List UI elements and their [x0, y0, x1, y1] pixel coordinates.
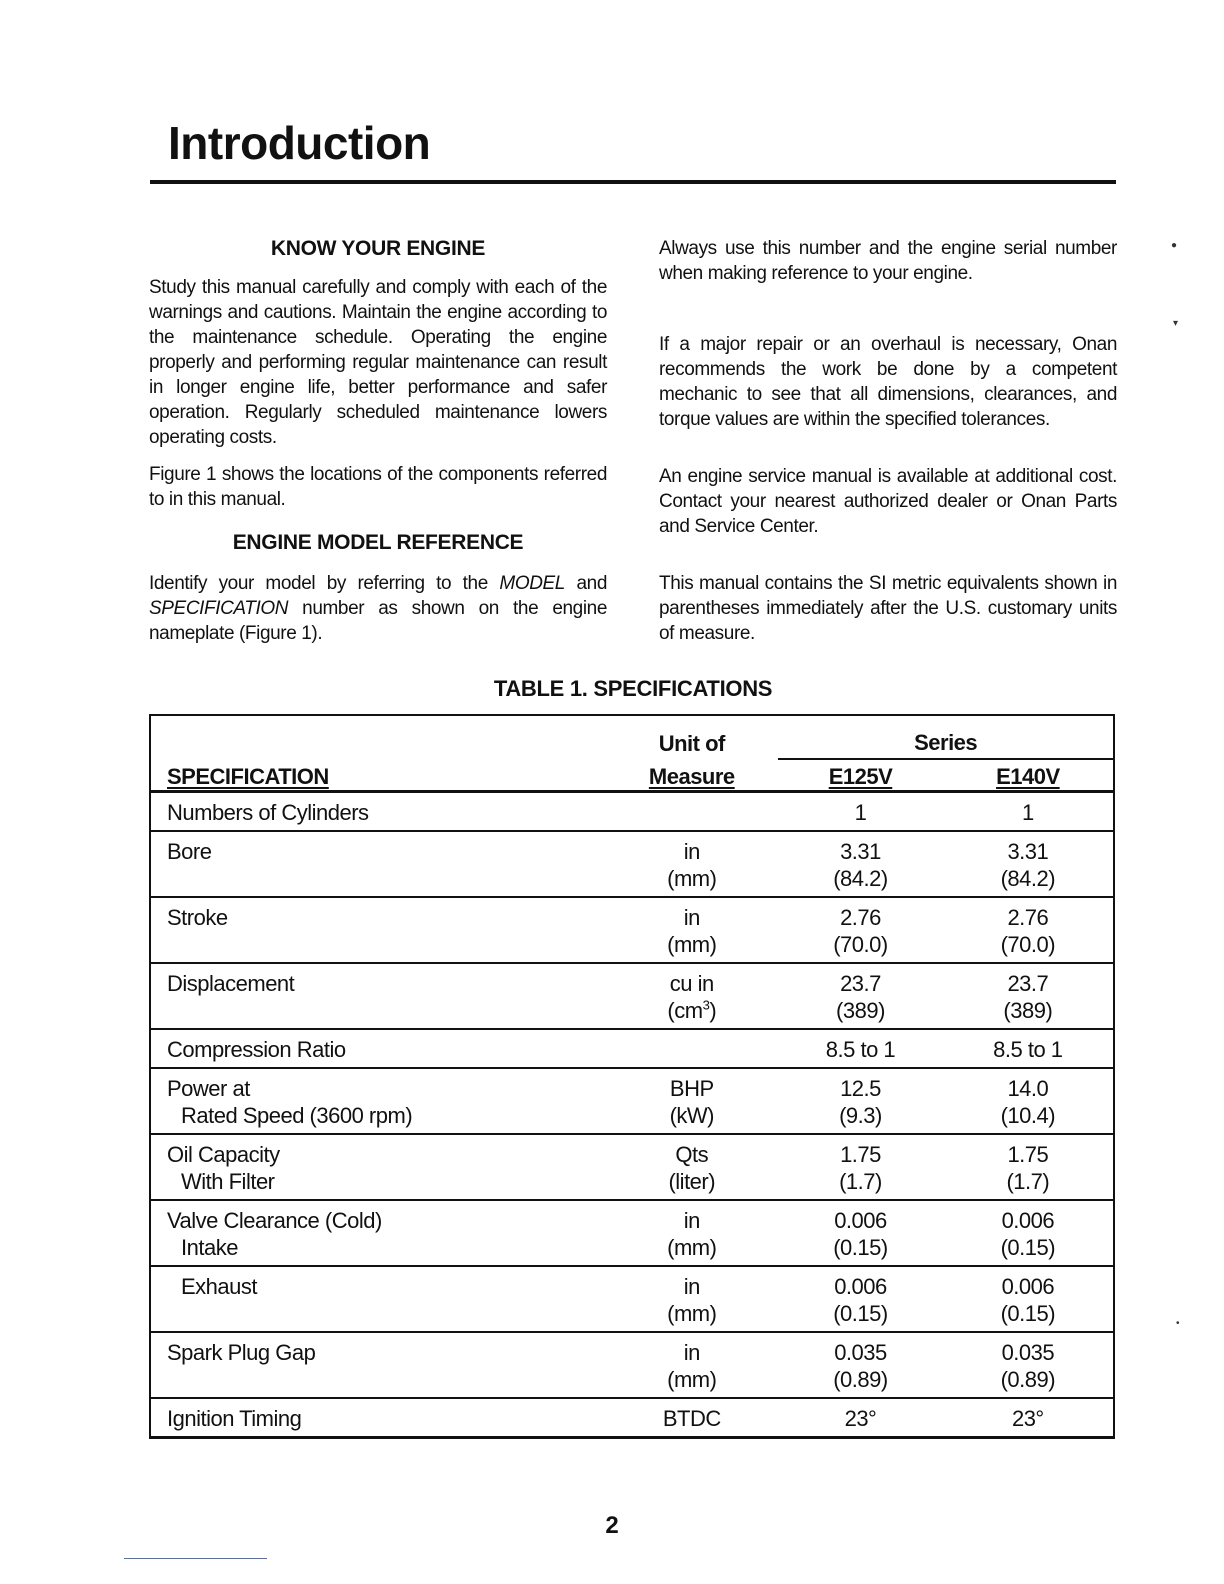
- e125v-value: 1: [854, 800, 867, 825]
- e140v-value: 14.0: [1007, 1076, 1049, 1101]
- e125v-metric: (0.89): [833, 1367, 888, 1392]
- e125v-value: 0.006: [834, 1208, 887, 1233]
- spec-label: Valve Clearance (Cold): [167, 1208, 382, 1233]
- scan-speck: ▾: [1173, 318, 1179, 329]
- identify-model-em: MODEL: [499, 573, 565, 594]
- e125v-metric: (84.2): [833, 866, 888, 891]
- identify-spec-em: SPECIFICATION: [149, 598, 289, 619]
- metric-paragraph: This manual contains the SI metric equivalents shown in parentheses immediately after the U.S. customary units of measure.: [659, 573, 1117, 644]
- spec-cell: [150, 1266, 605, 1332]
- study-paragraph: Study this manual carefully and comply with each of the warnings and cautions. Maintain the engine according to the maintenance schedule. Operating the engine properly and performing regular maintenance can result in longer engine life, better performance and safer operation. Regularly scheduled maintenance lowers operating costs.: [149, 277, 607, 448]
- e140v-value: 2.76: [1007, 905, 1049, 930]
- unit-metric: (mm): [667, 1301, 717, 1326]
- table-row: [150, 1266, 1114, 1332]
- e140v-cell: [943, 1266, 1114, 1332]
- unit-cell: [605, 1332, 778, 1398]
- scan-speck: •: [1176, 1318, 1180, 1329]
- unit-metric: (mm): [667, 1235, 717, 1260]
- spec-label: Displacement: [167, 971, 295, 996]
- title-rule: [150, 180, 1116, 184]
- spec-label: Ignition Timing: [167, 1406, 302, 1431]
- unit-metric: (mm): [667, 866, 717, 891]
- spec-label: Stroke: [167, 905, 228, 930]
- e125v-metric: (0.15): [833, 1235, 888, 1260]
- e125v-value: 8.5 to 1: [825, 1037, 896, 1062]
- spec-sublabel: With Filter: [181, 1169, 275, 1194]
- table-row: [150, 1068, 1114, 1134]
- spec-cell: [150, 1398, 605, 1438]
- e140v-cell: [943, 1332, 1114, 1398]
- unit-cell: [605, 1398, 778, 1438]
- scan-speck: ●: [1171, 240, 1178, 251]
- e125v-value: 0.035: [834, 1340, 887, 1365]
- e125v-value: 2.76: [840, 905, 881, 930]
- e140v-metric: (10.4): [1000, 1103, 1056, 1128]
- e125v-value: 23°: [844, 1406, 877, 1431]
- e140v-value: 8.5 to 1: [993, 1037, 1063, 1062]
- e125v-metric: (9.3): [839, 1103, 882, 1128]
- right-column: [659, 236, 1117, 646]
- e140v-value: 1: [1021, 800, 1034, 825]
- identify-text-3: number as shown on the engine nameplate (Figure 1).: [149, 598, 607, 644]
- e125v-cell: [778, 1068, 942, 1134]
- identify-paragraph: [149, 571, 607, 646]
- e140v-metric: (84.2): [1000, 866, 1056, 891]
- unit-text: ): [709, 998, 717, 1023]
- page-number: 2: [605, 1512, 619, 1539]
- table-row: [150, 1200, 1114, 1266]
- table-row: [150, 1134, 1114, 1200]
- unit-metric: (kW): [669, 1103, 714, 1128]
- unit-metric: (mm): [667, 1367, 717, 1392]
- e140v-metric: (0.89): [1000, 1367, 1056, 1392]
- unit-cell: [605, 963, 778, 1029]
- e140v-cell: [943, 1134, 1114, 1200]
- unit-value: in: [683, 1274, 700, 1299]
- spec-sublabel: Exhaust: [181, 1274, 257, 1299]
- left-column: [149, 236, 607, 646]
- table-body: [150, 792, 1114, 1438]
- unit-cell: [605, 831, 778, 897]
- spec-cell: [150, 792, 605, 832]
- unit-cell: [605, 897, 778, 963]
- identify-text-2: and: [564, 573, 607, 594]
- unit-value: in: [683, 839, 700, 864]
- table-row: [150, 1398, 1114, 1438]
- e125v-metric: (70.0): [833, 932, 888, 957]
- unit-cell: [605, 1200, 778, 1266]
- page-title: Introduction: [168, 117, 431, 169]
- e125v-value: 12.5: [840, 1076, 881, 1101]
- e125v-cell: [778, 1029, 942, 1068]
- e125v-value: 23.7: [840, 971, 881, 996]
- unit-value: in: [683, 1340, 700, 1365]
- header-unit-line2: Measure: [648, 764, 735, 789]
- unit-value: in: [683, 905, 700, 930]
- e140v-value: 23.7: [1007, 971, 1049, 996]
- unit-value: Qts: [675, 1142, 709, 1167]
- know-your-engine-heading: KNOW YOUR ENGINE: [270, 237, 486, 260]
- unit-value: BTDC: [662, 1406, 721, 1431]
- e140v-cell: [943, 1068, 1114, 1134]
- e125v-value: 0.006: [834, 1274, 887, 1299]
- e140v-cell: [943, 831, 1114, 897]
- unit-value: BHP: [669, 1076, 714, 1101]
- table-row: [150, 963, 1114, 1029]
- e140v-metric: (0.15): [1000, 1301, 1056, 1326]
- service-manual-paragraph: An engine service manual is available at additional cost. Contact your nearest authorized dealer or Onan Parts and Service Center.: [659, 466, 1117, 537]
- e140v-value: 0.035: [1001, 1340, 1055, 1365]
- e125v-cell: [778, 1134, 942, 1200]
- e140v-value: 3.31: [1007, 839, 1049, 864]
- e125v-cell: [778, 831, 942, 897]
- table-row: [150, 897, 1114, 963]
- e140v-cell: [943, 792, 1114, 832]
- e140v-cell: [943, 1200, 1114, 1266]
- e125v-metric: (389): [836, 998, 885, 1023]
- e125v-cell: [778, 792, 942, 832]
- spec-label: Numbers of Cylinders: [167, 800, 369, 825]
- e125v-cell: [778, 897, 942, 963]
- spec-cell: [150, 963, 605, 1029]
- e125v-cell: [778, 1200, 942, 1266]
- header-e140v: E140V: [996, 764, 1060, 789]
- repair-paragraph: If a major repair or an overhaul is necessary, Onan recommends the work be done by a competent mechanic to see that all dimensions, clearances, and torque values are within the specified tolerances.: [659, 334, 1117, 430]
- e140v-value: 0.006: [1001, 1208, 1055, 1233]
- e140v-metric: (389): [1003, 998, 1053, 1023]
- e140v-cell: [943, 897, 1114, 963]
- e140v-metric: (70.0): [1000, 932, 1056, 957]
- unit-metric: [605, 997, 778, 1024]
- unit-cell: [605, 1068, 778, 1134]
- header-blank: [150, 715, 605, 759]
- table-header-row: [150, 759, 1114, 792]
- spec-cell: [150, 1068, 605, 1134]
- table-row: [150, 831, 1114, 897]
- footer-link-line: [124, 1558, 267, 1559]
- identify-text-1: Identify your model by referring to the: [149, 573, 500, 594]
- table-row: [150, 1332, 1114, 1398]
- e125v-value: 1.75: [840, 1142, 881, 1167]
- spec-cell: [150, 831, 605, 897]
- figure-paragraph: Figure 1 shows the locations of the components referred to in this manual.: [149, 464, 607, 510]
- header-unit-line1: Unit of: [658, 731, 725, 756]
- unit-cell: [605, 1134, 778, 1200]
- unit-superscript: 3: [702, 997, 710, 1013]
- unit-cell: [605, 792, 778, 832]
- unit-value: in: [683, 1208, 700, 1233]
- specifications-table: [149, 714, 1115, 1439]
- spec-label: Spark Plug Gap: [167, 1340, 316, 1365]
- table-row: [150, 792, 1114, 832]
- e125v-cell: [778, 1266, 942, 1332]
- unit-cell: [605, 1266, 778, 1332]
- e125v-value: 3.31: [840, 839, 881, 864]
- spec-label: Bore: [167, 839, 212, 864]
- table-title: TABLE 1. SPECIFICATIONS: [493, 676, 773, 701]
- e140v-value: 23°: [1011, 1406, 1044, 1431]
- header-series: Series: [778, 715, 1114, 759]
- e140v-cell: [943, 1398, 1114, 1438]
- spec-cell: [150, 897, 605, 963]
- table-header-row: [150, 715, 1114, 759]
- spec-label: Power at: [167, 1076, 250, 1101]
- unit-text: (cm: [667, 998, 703, 1023]
- e125v-cell: [778, 1398, 942, 1438]
- e125v-metric: (0.15): [833, 1301, 888, 1326]
- spec-cell: [150, 1134, 605, 1200]
- unit-metric: (liter): [668, 1169, 716, 1194]
- e140v-cell: [943, 1029, 1114, 1068]
- spec-cell: [150, 1332, 605, 1398]
- spec-cell: [150, 1200, 605, 1266]
- e125v-metric: (1.7): [839, 1169, 882, 1194]
- e140v-metric: (1.7): [1006, 1169, 1050, 1194]
- e140v-metric: (0.15): [1000, 1235, 1056, 1260]
- spec-cell: [150, 1029, 605, 1068]
- spec-label: Oil Capacity: [167, 1142, 280, 1167]
- header-e125v: E125V: [828, 764, 893, 789]
- always-paragraph: Always use this number and the engine serial number when making reference to your engine.: [659, 238, 1117, 284]
- unit-cell: [605, 1029, 778, 1068]
- e140v-value: 1.75: [1007, 1142, 1049, 1167]
- spec-sublabel: Rated Speed (3600 rpm): [181, 1103, 413, 1128]
- e140v-cell: [943, 963, 1114, 1029]
- e140v-value: 0.006: [1001, 1274, 1055, 1299]
- unit-metric: (mm): [667, 932, 717, 957]
- e125v-cell: [778, 1332, 942, 1398]
- engine-model-reference-heading: ENGINE MODEL REFERENCE: [232, 531, 524, 554]
- e125v-cell: [778, 963, 942, 1029]
- spec-label: Compression Ratio: [167, 1037, 346, 1062]
- table-row: [150, 1029, 1114, 1068]
- header-specification: SPECIFICATION: [167, 764, 329, 789]
- spec-sublabel: Intake: [181, 1235, 238, 1260]
- unit-value: cu in: [669, 971, 714, 996]
